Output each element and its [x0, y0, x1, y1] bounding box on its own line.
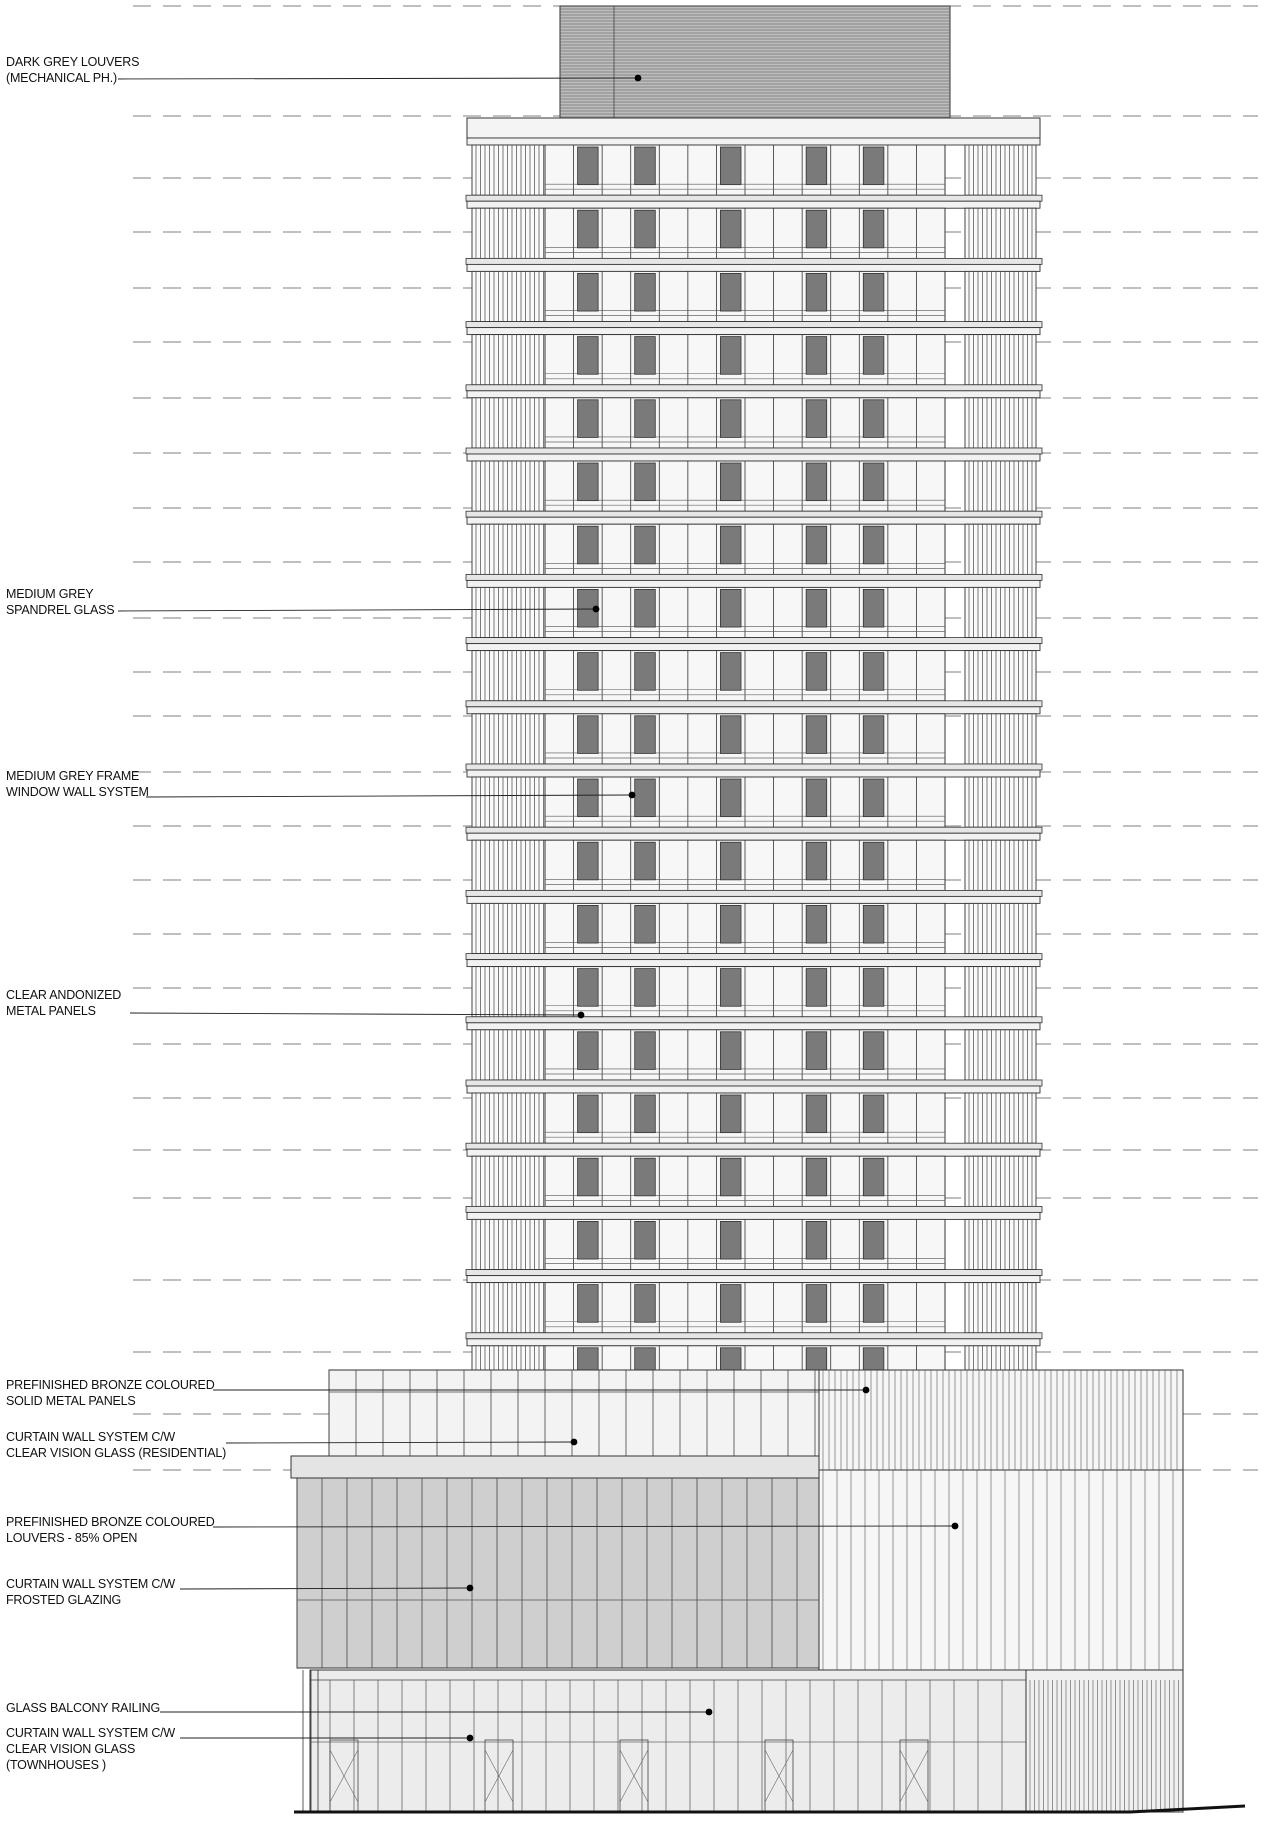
balcony-ledge [466, 1080, 1042, 1086]
spandrel-glass [635, 337, 656, 375]
spandrel-glass [578, 1221, 599, 1259]
spandrel-glass [863, 905, 884, 943]
spandrel-glass [720, 1032, 741, 1070]
spandrel-glass [635, 1158, 656, 1196]
leader-dot [635, 75, 642, 82]
spandrel-glass [635, 1285, 656, 1323]
spandrel-glass [635, 526, 656, 564]
balcony-ledge [466, 890, 1042, 896]
floor-slab [467, 517, 1040, 524]
annotation-text: (MECHANICAL PH.) [6, 71, 117, 85]
spandrel-glass [863, 653, 884, 691]
metal-fin-panel [472, 208, 545, 258]
tower-floor [466, 328, 1042, 391]
tower-floor [466, 517, 1042, 580]
leader-dot [571, 1439, 578, 1446]
spandrel-glass [806, 1032, 827, 1070]
metal-fin-panel [472, 777, 545, 827]
tower-floor [466, 1276, 1042, 1339]
spandrel-glass [578, 210, 599, 248]
spandrel-glass [635, 147, 656, 185]
spandrel-glass [863, 1095, 884, 1133]
spandrel-glass [806, 589, 827, 627]
balcony-ledge [466, 385, 1042, 391]
townhouse-louvers [1026, 1670, 1183, 1812]
metal-fin-panel [472, 461, 545, 511]
metal-fin-panel [472, 714, 545, 764]
spandrel-glass [635, 1095, 656, 1133]
penthouse-louver-screen [560, 6, 950, 118]
annotation-text: MEDIUM GREY FRAME [6, 769, 140, 783]
metal-fin-panel [472, 587, 545, 637]
spandrel-glass [720, 210, 741, 248]
tower-floor [466, 1149, 1042, 1212]
spandrel-glass [720, 147, 741, 185]
spandrel-glass [720, 969, 741, 1007]
spandrel-glass [806, 779, 827, 817]
spandrel-glass [806, 969, 827, 1007]
spandrel-glass [806, 273, 827, 311]
spandrel-glass [806, 400, 827, 438]
balcony-ledge [466, 511, 1042, 517]
spandrel-glass [720, 526, 741, 564]
floor-slab [467, 707, 1040, 714]
spandrel-glass [578, 1158, 599, 1196]
tower-floor [466, 896, 1042, 959]
balcony-ledge [466, 638, 1042, 644]
annotation-text: SOLID METAL PANELS [6, 1394, 136, 1408]
spandrel-glass [635, 969, 656, 1007]
floor-slab [467, 264, 1040, 271]
leader-dot [629, 792, 636, 799]
spandrel-glass [578, 1095, 599, 1133]
annotation-text: MEDIUM GREY [6, 587, 94, 601]
balcony-ledge [466, 701, 1042, 707]
floor-slab [467, 1086, 1040, 1093]
spandrel-glass [578, 147, 599, 185]
floor-slab [467, 960, 1040, 967]
floor-slab [467, 201, 1040, 208]
spandrel-glass [720, 779, 741, 817]
metal-fin-panel [472, 1219, 545, 1269]
balcony-ledge [466, 195, 1042, 201]
leader-dot [952, 1523, 959, 1530]
leader-dot [578, 1012, 585, 1019]
floor-slab [467, 1276, 1040, 1283]
spandrel-glass [863, 969, 884, 1007]
spandrel-glass [635, 400, 656, 438]
spandrel-glass [635, 779, 656, 817]
mechanical-penthouse [560, 6, 950, 118]
spandrel-glass [720, 1095, 741, 1133]
spandrel-glass [863, 716, 884, 754]
spandrel-glass [863, 779, 884, 817]
metal-fin-panel [472, 967, 545, 1017]
spandrel-glass [578, 1032, 599, 1070]
spandrel-glass [720, 273, 741, 311]
spandrel-glass [635, 1032, 656, 1070]
annotation-text: SPANDREL GLASS [6, 603, 115, 617]
spandrel-glass [578, 400, 599, 438]
balcony-ledge [466, 764, 1042, 770]
annotation-text: FROSTED GLAZING [6, 1593, 122, 1607]
spandrel-glass [806, 1221, 827, 1259]
annotation-text: CURTAIN WALL SYSTEM C/W [6, 1726, 176, 1740]
leader-dot [467, 1735, 474, 1742]
spandrel-glass [720, 1158, 741, 1196]
spandrel-glass [635, 653, 656, 691]
annotation-text: LOUVERS - 85% OPEN [6, 1531, 138, 1545]
spandrel-glass [578, 337, 599, 375]
spandrel-glass [863, 337, 884, 375]
floor-slab [467, 1023, 1040, 1030]
spandrel-glass [863, 463, 884, 501]
metal-fin-panel [472, 651, 545, 701]
annotation-text: CLEAR VISION GLASS [6, 1742, 136, 1756]
tower-floor [466, 1086, 1042, 1149]
spandrel-glass [720, 337, 741, 375]
spandrel-glass [578, 716, 599, 754]
annotation-text: PREFINISHED BRONZE COLOURED [6, 1515, 215, 1529]
tower-floor [466, 391, 1042, 454]
tower-floor [466, 833, 1042, 896]
spandrel-glass [720, 400, 741, 438]
spandrel-glass [635, 210, 656, 248]
metal-fin-panel [472, 335, 545, 385]
spandrel-glass [863, 147, 884, 185]
metal-fin-panel [472, 1093, 545, 1143]
tower-floor [466, 1212, 1042, 1275]
floor-slab [467, 1149, 1040, 1156]
metal-fin-panel [472, 398, 545, 448]
townhouse-curtain-wall [310, 1670, 1026, 1812]
balcony-ledge [466, 322, 1042, 328]
spandrel-glass [863, 589, 884, 627]
podium-canopy [291, 1456, 819, 1478]
balcony-ledge [466, 1270, 1042, 1276]
floor-slab [467, 1212, 1040, 1219]
floor-slab [467, 328, 1040, 335]
spandrel-glass [578, 842, 599, 880]
spandrel-glass [806, 653, 827, 691]
annotation-text: CLEAR VISION GLASS (RESIDENTIAL) [6, 1446, 227, 1460]
leader-dot [706, 1709, 713, 1716]
spandrel-glass [720, 653, 741, 691]
leader-dot [593, 606, 600, 613]
spandrel-glass [806, 1158, 827, 1196]
metal-fin-panel [472, 840, 545, 890]
spandrel-glass [720, 589, 741, 627]
balcony-ledge [466, 827, 1042, 833]
spandrel-glass [863, 526, 884, 564]
annotation-text: GLASS BALCONY RAILING [6, 1701, 160, 1715]
spandrel-glass [806, 210, 827, 248]
spandrel-glass [578, 273, 599, 311]
metal-fin-panel [472, 1283, 545, 1333]
tower-floor [466, 644, 1042, 707]
spandrel-glass [720, 463, 741, 501]
spandrel-glass [863, 210, 884, 248]
balcony-ledge [466, 1143, 1042, 1149]
floor-slab [467, 138, 1040, 145]
metal-fin-panel [472, 524, 545, 574]
spandrel-glass [863, 842, 884, 880]
balcony-ledge [466, 258, 1042, 264]
spandrel-glass [635, 905, 656, 943]
metal-fin-panel [472, 903, 545, 953]
balcony-ledge [466, 1333, 1042, 1339]
tower-floor [466, 580, 1042, 643]
tower-floor [466, 138, 1042, 201]
spandrel-glass [635, 589, 656, 627]
spandrel-glass [635, 1221, 656, 1259]
balcony-ledge [466, 1017, 1042, 1023]
metal-fin-panel [472, 271, 545, 321]
metal-fin-panel [472, 145, 545, 195]
curtain-wall-residential [329, 1370, 819, 1460]
spandrel-glass [806, 526, 827, 564]
spandrel-glass [578, 779, 599, 817]
annotation-text: DARK GREY LOUVERS [6, 55, 140, 69]
roof-parapet [467, 118, 1040, 138]
balcony-ledge [466, 448, 1042, 454]
spandrel-glass [635, 842, 656, 880]
spandrel-glass [578, 905, 599, 943]
floor-slab [467, 896, 1040, 903]
balcony-ledge [466, 954, 1042, 960]
annotation-text: PREFINISHED BRONZE COLOURED [6, 1378, 215, 1392]
tower-floor [466, 264, 1042, 327]
spandrel-glass [635, 273, 656, 311]
spandrel-glass [806, 1285, 827, 1323]
annotation-text: CURTAIN WALL SYSTEM C/W [6, 1577, 176, 1591]
spandrel-glass [578, 653, 599, 691]
leader-dot [467, 1585, 474, 1592]
spandrel-glass [720, 842, 741, 880]
spandrel-glass [806, 463, 827, 501]
floor-slab [467, 770, 1040, 777]
spandrel-glass [720, 1221, 741, 1259]
spandrel-glass [806, 147, 827, 185]
floor-slab [467, 1339, 1040, 1346]
metal-fin-panel [472, 1156, 545, 1206]
spandrel-glass [578, 1285, 599, 1323]
spandrel-glass [806, 337, 827, 375]
spandrel-glass [720, 905, 741, 943]
floor-slab [467, 580, 1040, 587]
spandrel-glass [806, 905, 827, 943]
spandrel-glass [720, 716, 741, 754]
tower-floor [466, 1023, 1042, 1086]
tower-floor [466, 960, 1042, 1023]
tower-floor [466, 770, 1042, 833]
spandrel-glass [806, 1095, 827, 1133]
bronze-louver-block [819, 1370, 1183, 1670]
spandrel-glass [863, 1158, 884, 1196]
spandrel-glass [635, 463, 656, 501]
spandrel-glass [635, 716, 656, 754]
annotation-text: WINDOW WALL SYSTEM [6, 785, 149, 799]
floor-slab [467, 644, 1040, 651]
tower-floor [466, 201, 1042, 264]
tower [466, 118, 1042, 1402]
balcony-ledge [466, 1206, 1042, 1212]
annotation-text: (TOWNHOUSES ) [6, 1758, 106, 1772]
spandrel-glass [806, 716, 827, 754]
spandrel-glass [863, 1032, 884, 1070]
metal-fin-panel [472, 1030, 545, 1080]
balcony-ledge [466, 574, 1042, 580]
spandrel-glass [578, 463, 599, 501]
spandrel-glass [578, 526, 599, 564]
annotation-text: METAL PANELS [6, 1004, 96, 1018]
frosted-curtain-wall [297, 1478, 819, 1668]
spandrel-glass [863, 1221, 884, 1259]
floor-slab [467, 454, 1040, 461]
spandrel-glass [578, 969, 599, 1007]
spandrel-glass [863, 1285, 884, 1323]
podium [291, 1370, 1183, 1812]
floor-slab [467, 391, 1040, 398]
annotation-louvers-mech [6, 55, 641, 85]
spandrel-glass [720, 1285, 741, 1323]
annotation-text: CURTAIN WALL SYSTEM C/W [6, 1430, 176, 1444]
spandrel-glass [863, 400, 884, 438]
floor-slab [467, 833, 1040, 840]
annotation-text: CLEAR ANDONIZED [6, 988, 122, 1002]
leader-dot [863, 1387, 870, 1394]
spandrel-glass [806, 842, 827, 880]
spandrel-glass [863, 273, 884, 311]
